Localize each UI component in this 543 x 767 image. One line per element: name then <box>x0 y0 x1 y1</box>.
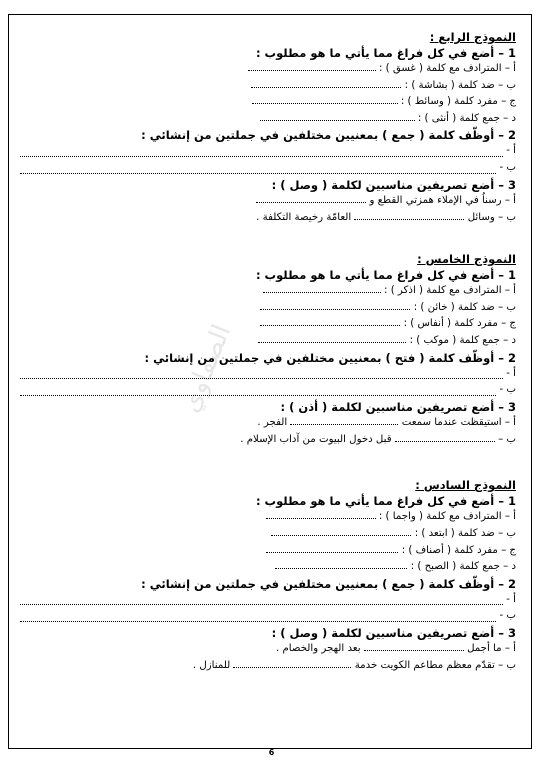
answer-blank[interactable] <box>260 316 400 326</box>
answer-blank[interactable] <box>263 283 381 293</box>
fill-item: ب – ضد كلمة ( ابتعد ) : <box>20 526 516 543</box>
sentence-line: ب - <box>20 608 516 625</box>
fill-item: ج – مفرد كلمة ( وسائط ) : <box>20 94 516 111</box>
answer-blank[interactable] <box>290 415 398 425</box>
answer-blank[interactable] <box>275 559 407 569</box>
conjugation-item: أ – رسناُ في الإملاء همزتي القطع و <box>20 193 516 210</box>
question-1-heading: 1 – أضع في كل فراغ مما يأتي ما هو مطلوب : <box>255 46 516 60</box>
fill-item: د – جمع كلمة ( موكب ) : <box>20 333 516 350</box>
answer-blank[interactable] <box>266 543 398 553</box>
sentence-line: أ - <box>20 366 516 383</box>
sentence-line: ب - <box>20 160 516 177</box>
fill-item: أ – المترادف مع كلمة ( واجما ) : <box>20 509 516 526</box>
answer-blank[interactable] <box>354 210 464 220</box>
fill-item: د – جمع كلمة ( الصبح ) : <box>20 559 516 576</box>
model-6 <box>20 478 516 674</box>
fill-item: أ – المترادف مع كلمة ( اذكر ) : <box>20 283 516 300</box>
question-1-heading: 1 – أضع في كل فراغ مما يأتي ما هو مطلوب : <box>255 268 516 283</box>
answer-blank[interactable] <box>256 193 366 203</box>
sentence-line: ب - <box>20 382 516 399</box>
answer-blank[interactable] <box>20 612 496 622</box>
conjugation-item: ب – وسائل العامّة رخيصة التكلفة . <box>256 211 516 223</box>
answer-blank[interactable] <box>260 111 415 121</box>
fill-item: ج – مفرد كلمة ( أنفاس ) : <box>20 316 516 333</box>
question-1-heading: 1 – أضع في كل فراغ مما يأتي ما هو مطلوب : <box>255 494 516 509</box>
answer-blank[interactable] <box>20 164 496 174</box>
section-gap <box>20 448 516 478</box>
model-title: النموذج الخامس : <box>417 252 516 267</box>
sentence-line: أ - <box>20 143 516 160</box>
model-title: النموذج السادس : <box>415 478 516 493</box>
answer-blank[interactable] <box>233 658 351 668</box>
conjugation-item: ب – تقدّم معظم مطاعم الكويت خدمة للمنازل . <box>192 659 516 671</box>
fill-item: ب – ضد كلمة ( بشاشة ) : <box>20 78 516 95</box>
answer-blank[interactable] <box>271 526 411 536</box>
answer-blank[interactable] <box>395 432 495 442</box>
fill-item: د – جمع كلمة ( أنثى ) : <box>20 111 516 128</box>
answer-blank[interactable] <box>20 595 503 605</box>
worksheet <box>20 30 516 674</box>
answer-blank[interactable] <box>20 369 503 379</box>
model-title: النموذج الرابع : <box>429 30 516 44</box>
conjugation-item: أ – ما أجمل بعد الهجر والخصام . <box>276 643 516 655</box>
page-number: 6 <box>268 748 275 757</box>
conjugation-item: ب – قبل دخول البيوت من آداب الإسلام . <box>240 433 516 445</box>
sentence-line: أ - <box>20 592 516 609</box>
answer-blank[interactable] <box>266 509 376 519</box>
answer-blank[interactable] <box>20 147 503 157</box>
question-3-heading: 3 – أضع تصريفين مناسبين لكلمة ( وصل ) : <box>271 626 516 641</box>
conjugation-item: أ – استيقظت عندما سمعت الفجر . <box>257 417 516 429</box>
answer-blank[interactable] <box>251 78 401 88</box>
answer-blank[interactable] <box>252 94 398 104</box>
question-2-heading: 2 – أوظّف كلمة ( جمع ) بمعنيين مختلفين في جملتين من إنشائي : <box>141 576 516 591</box>
fill-item: أ – المترادف مع كلمة ( غسق ) : <box>20 61 516 78</box>
question-3-heading: 3 – أضع تصريفين مناسبين لكلمة ( وصل ) : <box>271 177 516 192</box>
answer-blank[interactable] <box>20 386 496 396</box>
answer-blank[interactable] <box>364 641 464 651</box>
answer-blank[interactable] <box>260 300 410 310</box>
fill-item: ج – مفرد كلمة ( أصناف ) : <box>20 543 516 560</box>
answer-blank[interactable] <box>248 61 376 71</box>
question-2-heading: 2 – أوظّف كلمة ( فتح ) بمعنيين مختلفين في جملتين من إنشائي : <box>144 350 516 365</box>
question-3-heading: 3 – أضع تصريفين مناسبين لكلمة ( أذن ) : <box>280 400 516 415</box>
answer-blank[interactable] <box>258 333 406 343</box>
section-gap <box>20 226 516 252</box>
model-5 <box>20 252 516 448</box>
model-4 <box>20 30 516 226</box>
question-2-heading: 2 – أوظّف كلمة ( جمع ) بمعنيين مختلفين في جملتين من إنشائي : <box>141 128 516 143</box>
fill-item: ب – ضد كلمة ( خائن ) : <box>20 300 516 317</box>
watermark: الصفاوي <box>175 320 238 417</box>
